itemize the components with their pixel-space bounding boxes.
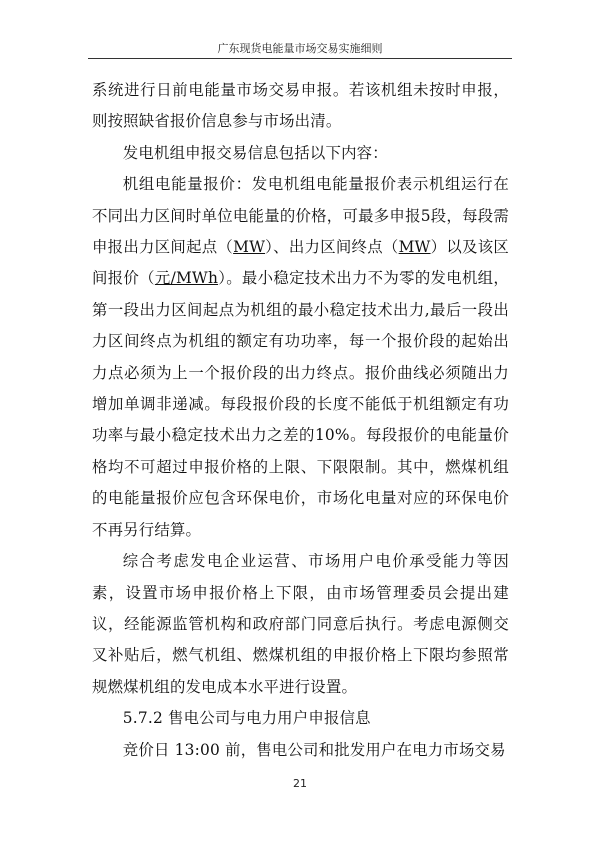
energy-bid-text-4: ）。最小稳定技术出力不为零的发电机组，第一段出力区间起点为机组的最小稳定技术出力,最后一段出力区间终点为机组的额定有功功率，每一个报价段的起始出力点必须为上一个报价段的出力终点。报价曲线必须随出力增加单调非递减。每段报价段的长度不能低于机组额定有功功率与最小稳定技术出力之差的10%。每段报价的电能量价格均不可超过申报价格的上限、下限限制。其中，燃煤机组的电能量报价应包含环保电价，市场化电量对应的环保电价不再另行结算。 bbox=[92, 269, 509, 539]
unit-price: 元/MWh bbox=[154, 269, 219, 288]
paragraph-intro: 发电机组申报交易信息包括以下内容： bbox=[122, 143, 388, 162]
body-text bbox=[92, 75, 509, 766]
section-heading: 5.7.2 售电公司与电力用户申报信息 bbox=[122, 709, 371, 728]
energy-bid-text-3: ）以及该区间报价（ bbox=[92, 238, 509, 288]
unit-mw-start: MW bbox=[233, 238, 266, 257]
paragraph-retailer-bid: 竞价日 13:00 前，售电公司和批发用户在电力市场交易 bbox=[122, 740, 506, 759]
paragraph-continuation: 系统进行日前电能量市场交易申报。若该机组未按时申报，则按照缺省报价信息参与市场出清。 bbox=[92, 81, 509, 131]
header-rule bbox=[88, 58, 512, 59]
energy-bid-text-1: 机组电能量报价：发电机组电能量报价表示机组运行在不同出力区间时单位电能量的价格，可最多申报5段，每段需申报出力区间起点（ bbox=[92, 175, 509, 257]
paragraph-energy-bid bbox=[92, 169, 509, 546]
page-number: 21 bbox=[293, 777, 307, 790]
page-header-title: 广东现货电能量市场交易实施细则 bbox=[217, 42, 383, 55]
unit-mw-end: MW bbox=[398, 238, 431, 257]
energy-bid-text-2: ）、出力区间终点（ bbox=[265, 238, 399, 257]
paragraph-price-limits: 综合考虑发电企业运营、市场用户电价承受能力等因素，设置市场申报价格上下限，由市场管理委员会提出建议，经能源监管机构和政府部门同意后执行。考虑电源侧交叉补贴后，燃气机组、燃煤机组的申报价格上下限均参照常规燃煤机组的发电成本水平进行设置。 bbox=[92, 552, 509, 696]
